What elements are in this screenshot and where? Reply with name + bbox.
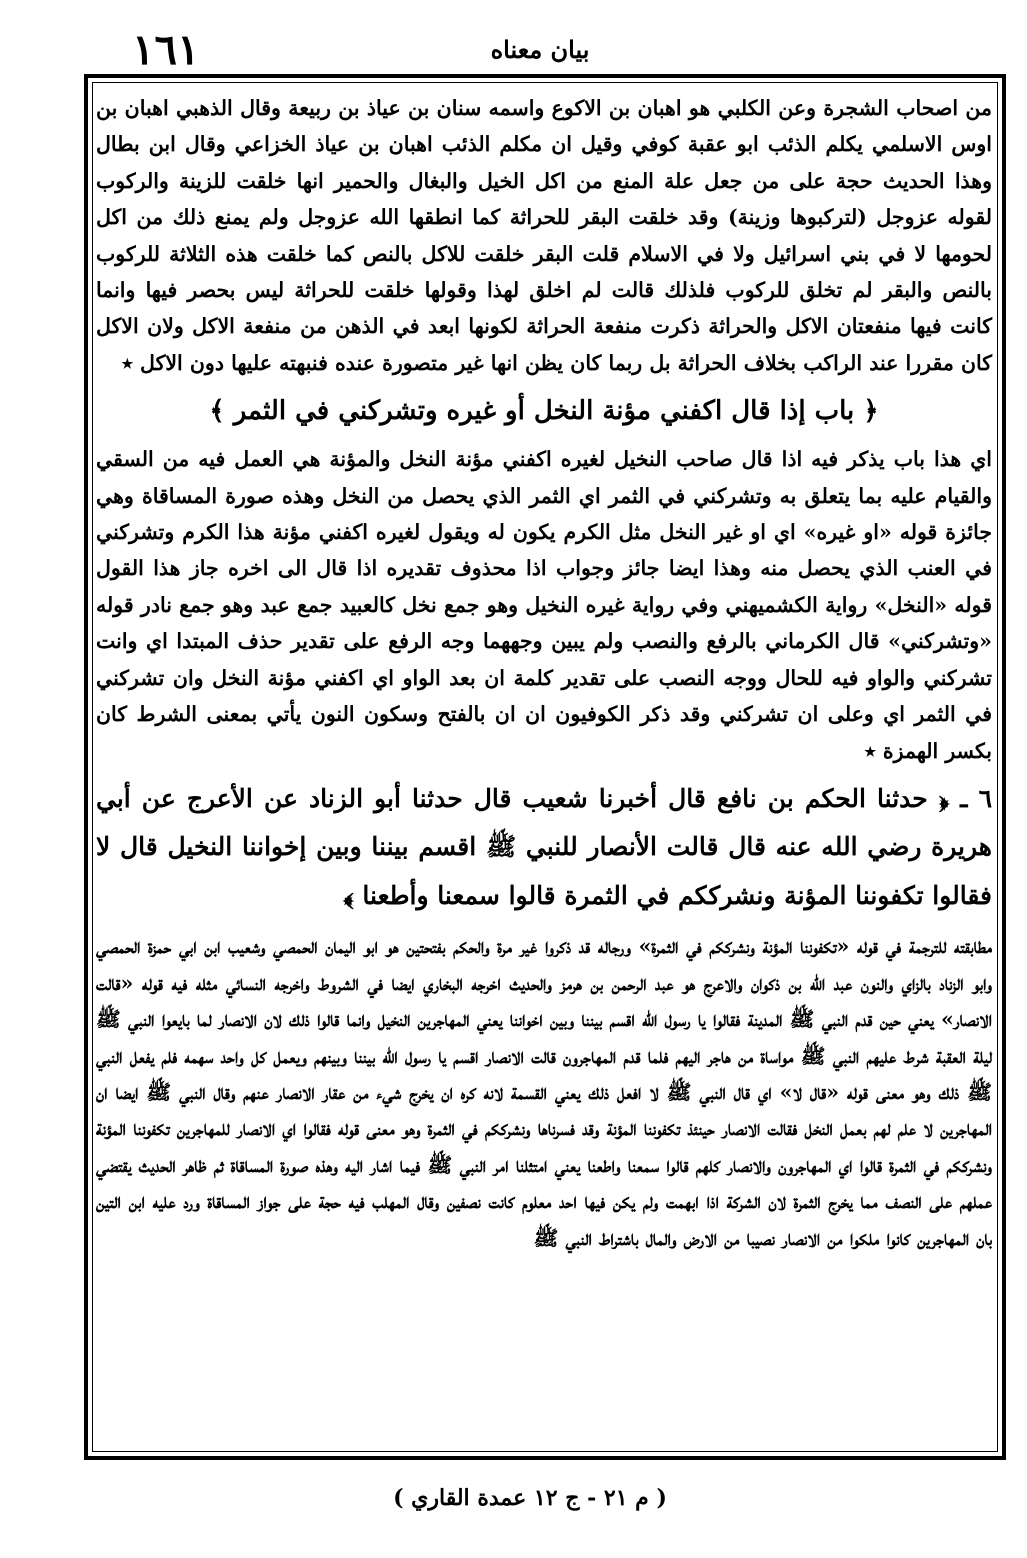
page-body <box>96 90 992 1256</box>
chapter-heading: ﴿ باب إذا قال اكفني مؤنة النخل أو غيره وتشركني في الثمر ﴾ <box>209 396 879 427</box>
signature-mark: ( م ٢١ - ج ١٢ عمدة القاري ) <box>393 1485 667 1511</box>
page-header <box>80 24 960 76</box>
running-title: بيان معناه <box>490 35 590 64</box>
commentary-paragraph-3: مطابقته للترجمة في قوله «تكفوننا المؤنة ونشرككم في الثمرة» ورجاله قد ذكروا غير مرة والحكم بفتحتين هو ابو اليمان الحمصي وشعيب ابن ابي حمزة الحمصي وابو الزناد بالزاي والنون عبد الله بن ذكوان والاعرج هو عبد الرحمن بن هرمز والحديث اخرجه البخاري ايضا في الشروط واخرجه النسائي مثله فيه قوله «قالت الانصار» يعني حين قدم النبي ﷺ المدينة فقالوا يا رسول الله اقسم بيننا وبين اخواننا يعني المهاجرين النخيل وانما قالوا ذلك لان الانصار لما بايعوا النبي ﷺ ليلة العقبة شرط عليهم النبي ﷺ مواساة من هاجر اليهم فلما قدم المهاجرون قالت الانصار اقسم يا رسول الله بيننا وبينهم ويعمل كل واحد سهمه فلم يفعل النبي ﷺ ذلك وهو معنى قوله «قال لا» اي قال النبي ﷺ لا افعل ذلك يعني القسمة لانه كره ان يخرج شيء من عقار الانصار عنهم وقال النبي ﷺ ايضا ان المهاجرين لا علم لهم بعمل النخل فقالت الانصار حينئذ تكفوننا المؤنة وقد فسرناها ونشرككم في الثمرة وهو معنى قوله فقالوا اي الانصار للمهاجرين تكفوننا المؤنة ونشرككم في الثمرة قالوا اي المهاجرون والانصار كلهم قالوا سمعنا واطعنا يعني امتثلنا امر النبي ﷺ فيما اشار اليه وهذه صورة المساقاة ثم ظاهر الحديث يقتضي عملهم على النصف مما يخرج الثمرة لان الشركة اذا ابهمت ولم يكن فيها احد معلوم كانت نصفين وقال المهلب فيه حجة على جواز المساقاة ورد عليه ابن التين بان المهاجرين كانوا ملكوا من الانصار نصيبا من الارض والمال باشتراط النبي ﷺ <box>96 934 992 1250</box>
page-number: ١٦١ <box>132 25 200 74</box>
commentary-paragraph-2: اي هذا باب يذكر فيه اذا قال صاحب النخيل لغيره اكفني مؤنة النخل والمؤنة هي العمل فيه من السقي والقيام عليه بما يتعلق به وتشركني في الثمر اي الثمر الذي يحصل من النخل وهذه صورة المساقاة وهي جائزة قوله «او غيره» اي او غير النخل مثل الكرم يكون له ويقول لغيره اكفني مؤنة هذا الكرم وتشركني في العنب الذي يحصل منه وهذا ايضا جائز وجواب اذا محذوف تقديره اذا قال الى اخره جاز هذا القول قوله «النخل» رواية الكشميهني وفي رواية غيره النخيل وهو جمع نخل كالعبيد جمع عبد وهو جمع نادر قوله «وتشركني» قال الكرماني بالرفع والنصب ولم يبين وجههما وجه الرفع على تقدير حذف المبتدا اي وانت تشركني والواو فيه للحال ووجه النصب على تقدير كلمة ان بعد الواو اي اكفني مؤنة النخل وان تشركني في الثمر اي وعلى ان تشركني وقد ذكر الكوفيون ان ان بالفتح وسكون النون يأتي بمعنى الشرط كان بكسر الهمزة ٭ <box>96 447 992 763</box>
hadith-text: ٦ ـ ﴿ حدثنا الحكم بن نافع قال أخبرنا شعيب قال حدثنا أبو الزناد عن الأعرج عن أبي هريرة رضي الله عنه قال قالت الأنصار للنبي ﷺ اقسم بيننا وبين إخواننا النخيل قال لا فقالوا تكفوننا المؤنة ونشرككم في الثمرة قالوا سمعنا وأطعنا ﴾ <box>96 783 992 910</box>
commentary-paragraph-1: من اصحاب الشجرة وعن الكلبي هو اهبان بن الاكوع واسمه سنان بن عياذ بن ربيعة وقال الذهبي اهبان بن اوس الاسلمي يكلم الذئب ابو عقبة كوفي وقيل ان مكلم الذئب اهبان بن عياذ الخزاعي وقال ابن بطال وهذا الحديث حجة على من جعل علة المنع من اكل الخيل والبغال والحمير انها خلقت للزينة والركوب لقوله عزوجل (لتركبوها وزينة) وقد خلقت البقر للحراثة كما انطقها الله عزوجل ولم يمنع ذلك من اكل لحومها لا في بني اسرائيل ولا في الاسلام قلت البقر خلقت للاكل بالنص كما خلقت هذه الثلاثة للركوب بالنص والبقر لم تخلق للركوب فلذلك قالت لم اخلق لهذا وقولها خلقت للحراثة ليس بحصر فيها وانما كانت فيها منفعتان الاكل والحراثة ذكرت منفعة الحراثة لكونها ابعد في الذهن من منفعة الاكل ولان الاكل كان مقررا عند الراكب بخلاف الحراثة بل ربما كان يظن انها غير متصورة عنده فنبهته عليها دون الاكل ٭ <box>96 96 992 375</box>
